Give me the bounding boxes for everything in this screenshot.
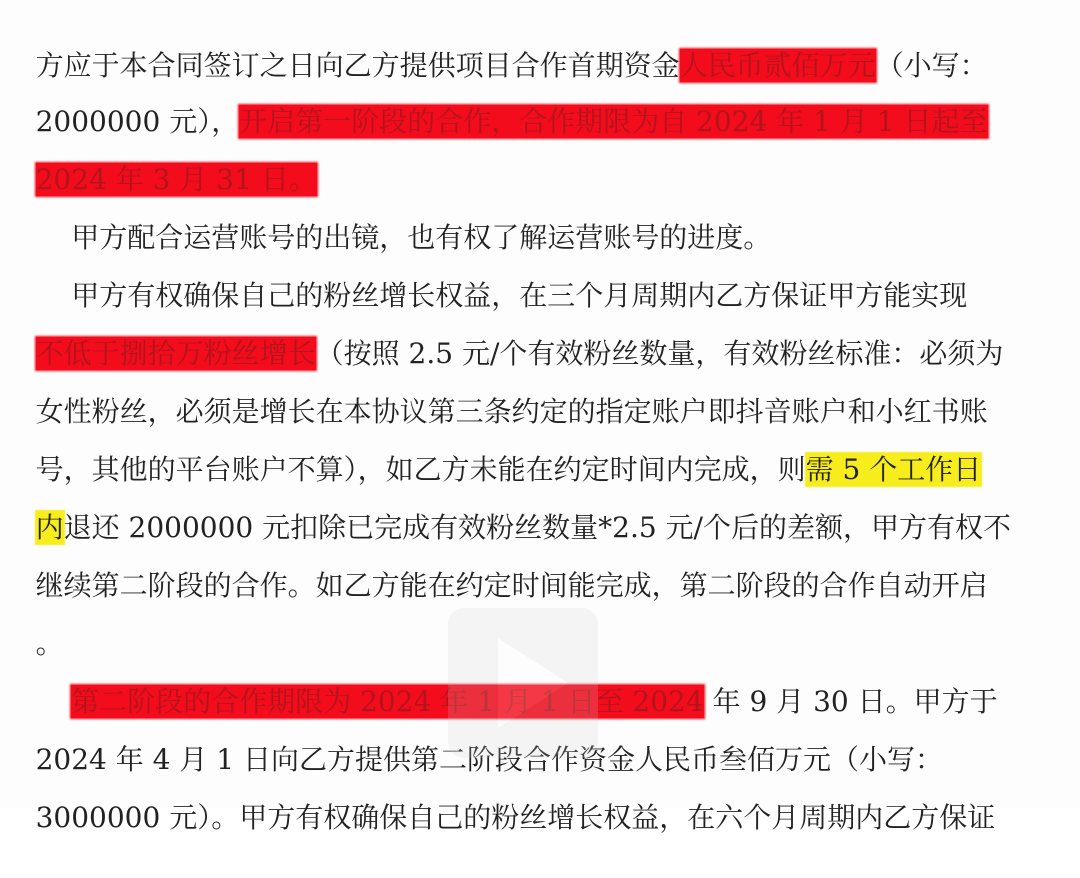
yellow-highlight: 需 5 个工作日	[805, 453, 982, 486]
red-highlight: 第二阶段的合作期限为 2024 年 1 月 1 日至 2024	[71, 685, 704, 718]
text: （按照 2.5 元/个有效粉丝数量，有效粉丝标准：必须为	[315, 337, 1004, 370]
red-highlight: 2024 年 3 月 31 日。	[35, 163, 317, 196]
text: 2000000 元），	[35, 105, 240, 138]
text: 号，其他的平台账户不算），如乙方未能在约定时间内完成，则	[35, 453, 806, 486]
contract-line-3	[0, 120, 317, 196]
contract-line-10	[0, 526, 988, 602]
text: 甲方有权确保自己的粉丝增长权益，在三个月周期内乙方保证甲方能实现	[35, 279, 968, 312]
text: 继续第二阶段的合作。如乙方能在约定时间能完成，第二阶段的合作自动开启	[35, 569, 988, 602]
contract-line-7	[0, 352, 988, 428]
text: 退还 2000000 元扣除已完成有效粉丝数量*2.5 元/个后的差额，甲方有权不	[63, 511, 1011, 544]
contract-line-5	[0, 236, 968, 312]
yellow-highlight: 内	[35, 511, 64, 544]
red-highlight: 不低于捌拾万粉丝增长	[35, 337, 316, 370]
play-icon[interactable]	[448, 608, 598, 758]
contract-line-2	[0, 62, 988, 138]
text: 。	[35, 627, 64, 660]
contract-line-1	[0, 6, 988, 82]
text: 女性粉丝，必须是增长在本协议第三条约定的指定账户即抖音账户和小红书账	[35, 395, 988, 428]
contract-line-11	[0, 584, 64, 660]
text: 年 9 月 30 日。甲方于	[703, 685, 998, 718]
text: 甲方配合运营账号的出镜，也有权了解运营账号的进度。	[35, 221, 772, 254]
contract-line-8	[0, 410, 982, 486]
contract-line-14	[0, 758, 996, 834]
contract-line-6	[0, 294, 1004, 370]
red-highlight: 开启第一阶段的合作，合作期限为自 2024 年 1 月 1 日起至	[239, 105, 988, 138]
text: 3000000 元）。甲方有权确保自己的粉丝增长权益，在六个月周期内乙方保证	[35, 801, 996, 834]
text: 方应于本合同签订之日向乙方提供项目合作首期资金	[35, 49, 680, 82]
contract-line-9	[0, 468, 1011, 544]
text: 2024 年 4 月 1 日向乙方提供第二阶段合作资金人民币叁佰万元（小写：	[35, 743, 944, 776]
contract-line-4	[0, 178, 772, 254]
text: （小写：	[875, 49, 988, 82]
red-highlight: 人民币贰佰万元	[679, 49, 876, 82]
